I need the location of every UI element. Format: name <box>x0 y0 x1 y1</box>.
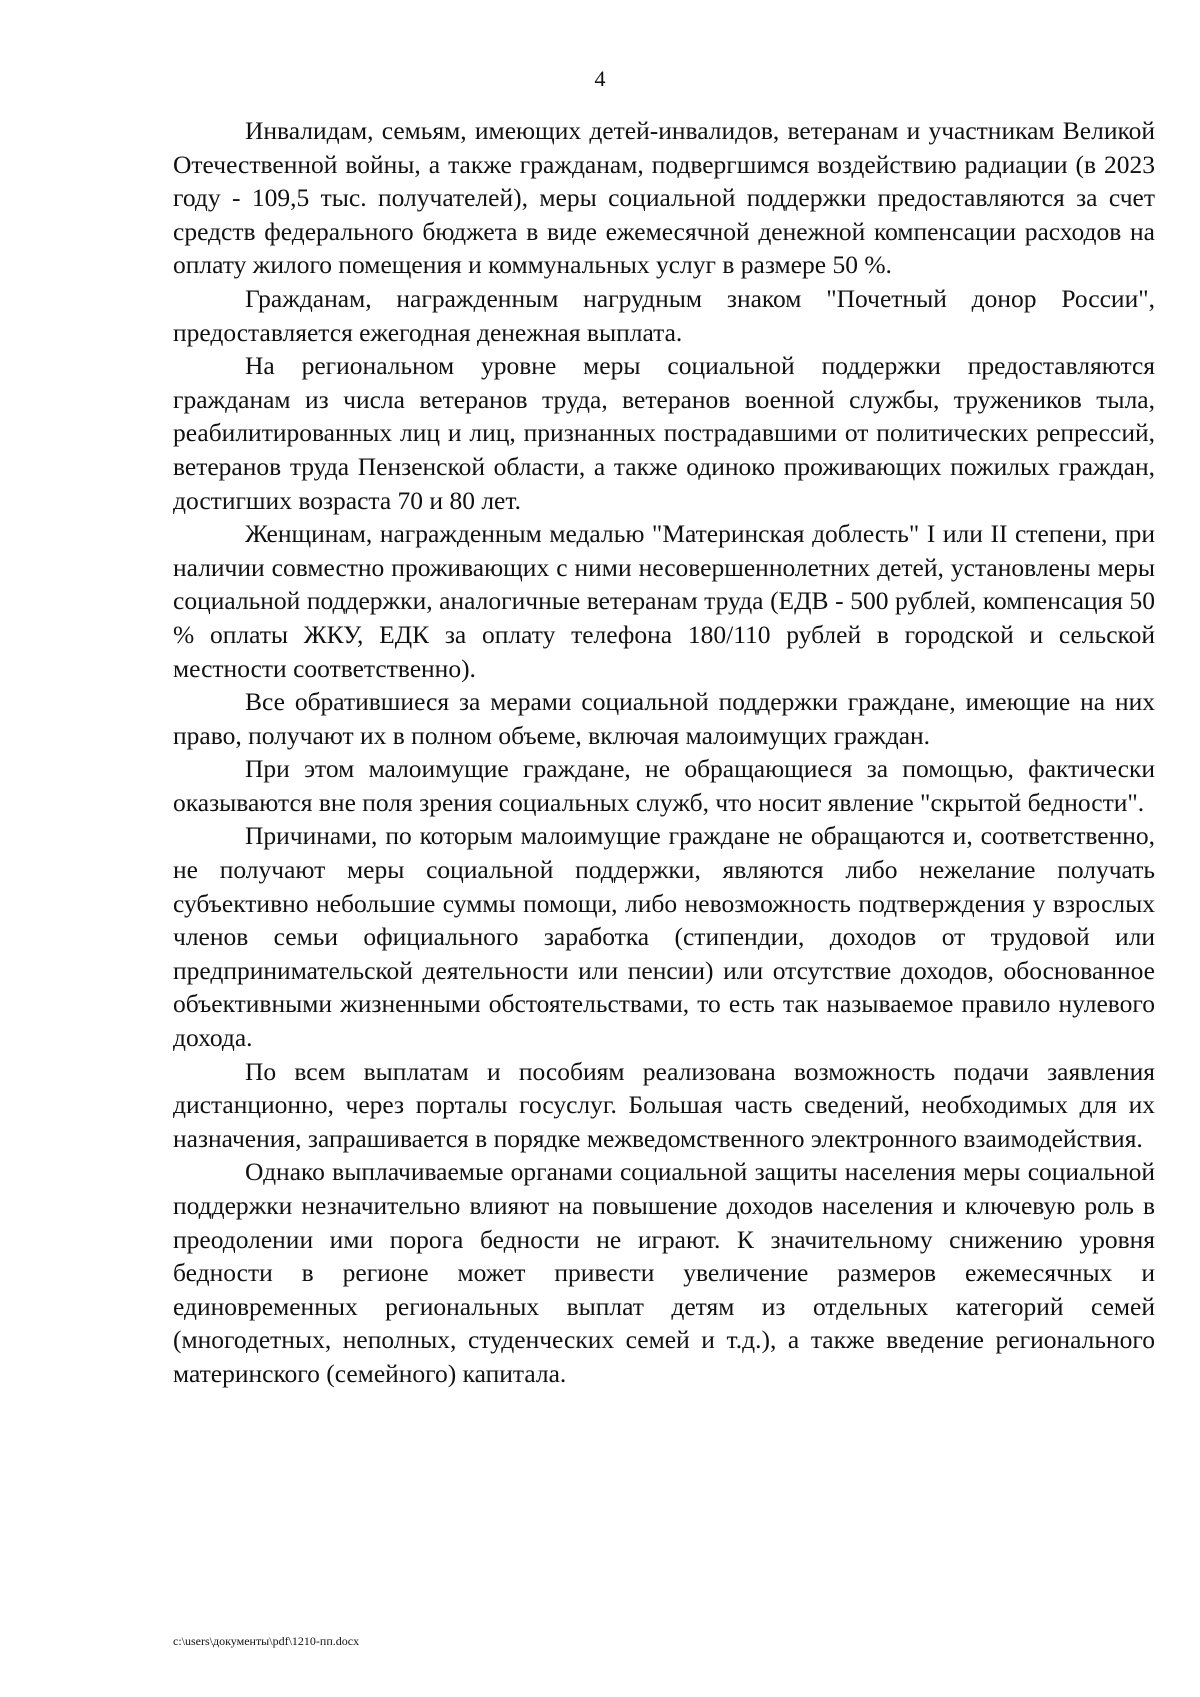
paragraph: Гражданам, награжденным нагрудным знаком "Почетный донор России", предоставляется ежегодная денежная выплата. <box>173 283 1155 347</box>
body-text <box>173 114 1155 1391</box>
paragraph: На региональном уровне меры социальной поддержки предоставляются гражданам из числа ветеранов труда, ветеранов военной службы, тружеников тыла, реабилитированных лиц и лиц, признанных пострадавшими от политических репрессий, ветеранов труда Пензенской области, а также одиноко проживающих пожилых граждан, достигших возраста 70 и 80 лет. <box>173 351 1155 515</box>
paragraph: Женщинам, награжденным медалью "Материнская доблесть" I или II степени, при наличии совместно проживающих с ними несовершеннолетних детей, установлены меры социальной поддержки, аналогичные ветеранам труда (ЕДВ - 500 рублей, компенсация 50 % оплаты ЖКУ, ЕДК за оплату телефона 180/110 рублей в городской и сельской местности соответственно). <box>173 519 1155 683</box>
page-number: 4 <box>594 66 606 91</box>
paragraph: Инвалидам, семьям, имеющих детей-инвалидов, ветеранам и участникам Великой Отечественной войны, а также гражданам, подвергшимся воздействию радиации (в 2023 году - 109,5 тыс. получателей), меры социальной поддержки предоставляются за счет средств федерального бюджета в виде ежемесячной денежной компенсации расходов на оплату жилого помещения и коммунальных услуг в размере 50 %. <box>173 116 1155 280</box>
paragraph: Однако выплачиваемые органами социальной защиты населения меры социальной поддержки незначительно влияют на повышение доходов населения и ключевую роль в преодолении ими порога бедности не играют. К значительному снижению уровня бедности в регионе может привести увеличение размеров ежемесячных и единовременных региональных выплат детям из отдельных категорий семей (многодетных, неполных, студенческих семей и т.д.), а также введение регионального материнского (семейного) капитала. <box>173 1157 1155 1388</box>
paragraph: При этом малоимущие граждане, не обращающиеся за помощью, фактически оказываются вне поля зрения социальных служб, что носит явление "скрытой бедности". <box>173 754 1155 817</box>
paragraph: Причинами, по которым малоимущие граждане не обращаются и, соответственно, не получают меры социальной поддержки, являются либо нежелание получать субъективно небольшие суммы помощи, либо невозможность подтверждения у взрослых членов семьи официального заработка (стипендии, доходов от трудовой или предпринимательской деятельности или пенсии) или отсутствие доходов, обоснованное объективными жизненными обстоятельствами, то есть так называемое правило нулевого дохода. <box>173 821 1155 1053</box>
paragraph: По всем выплатам и пособиям реализована возможность подачи заявления дистанционно, через порталы госуслуг. Большая часть сведений, необходимых для их назначения, запрашивается в порядке межведомственного электронного взаимодействия. <box>173 1056 1155 1153</box>
footer-file-path: c:\users\документы\pdf\1210-пп.docx <box>173 1634 360 1648</box>
paragraph: Все обратившиеся за мерами социальной поддержки граждане, имеющие на них право, получают их в полном объеме, включая малоимущих граждан. <box>173 687 1155 750</box>
